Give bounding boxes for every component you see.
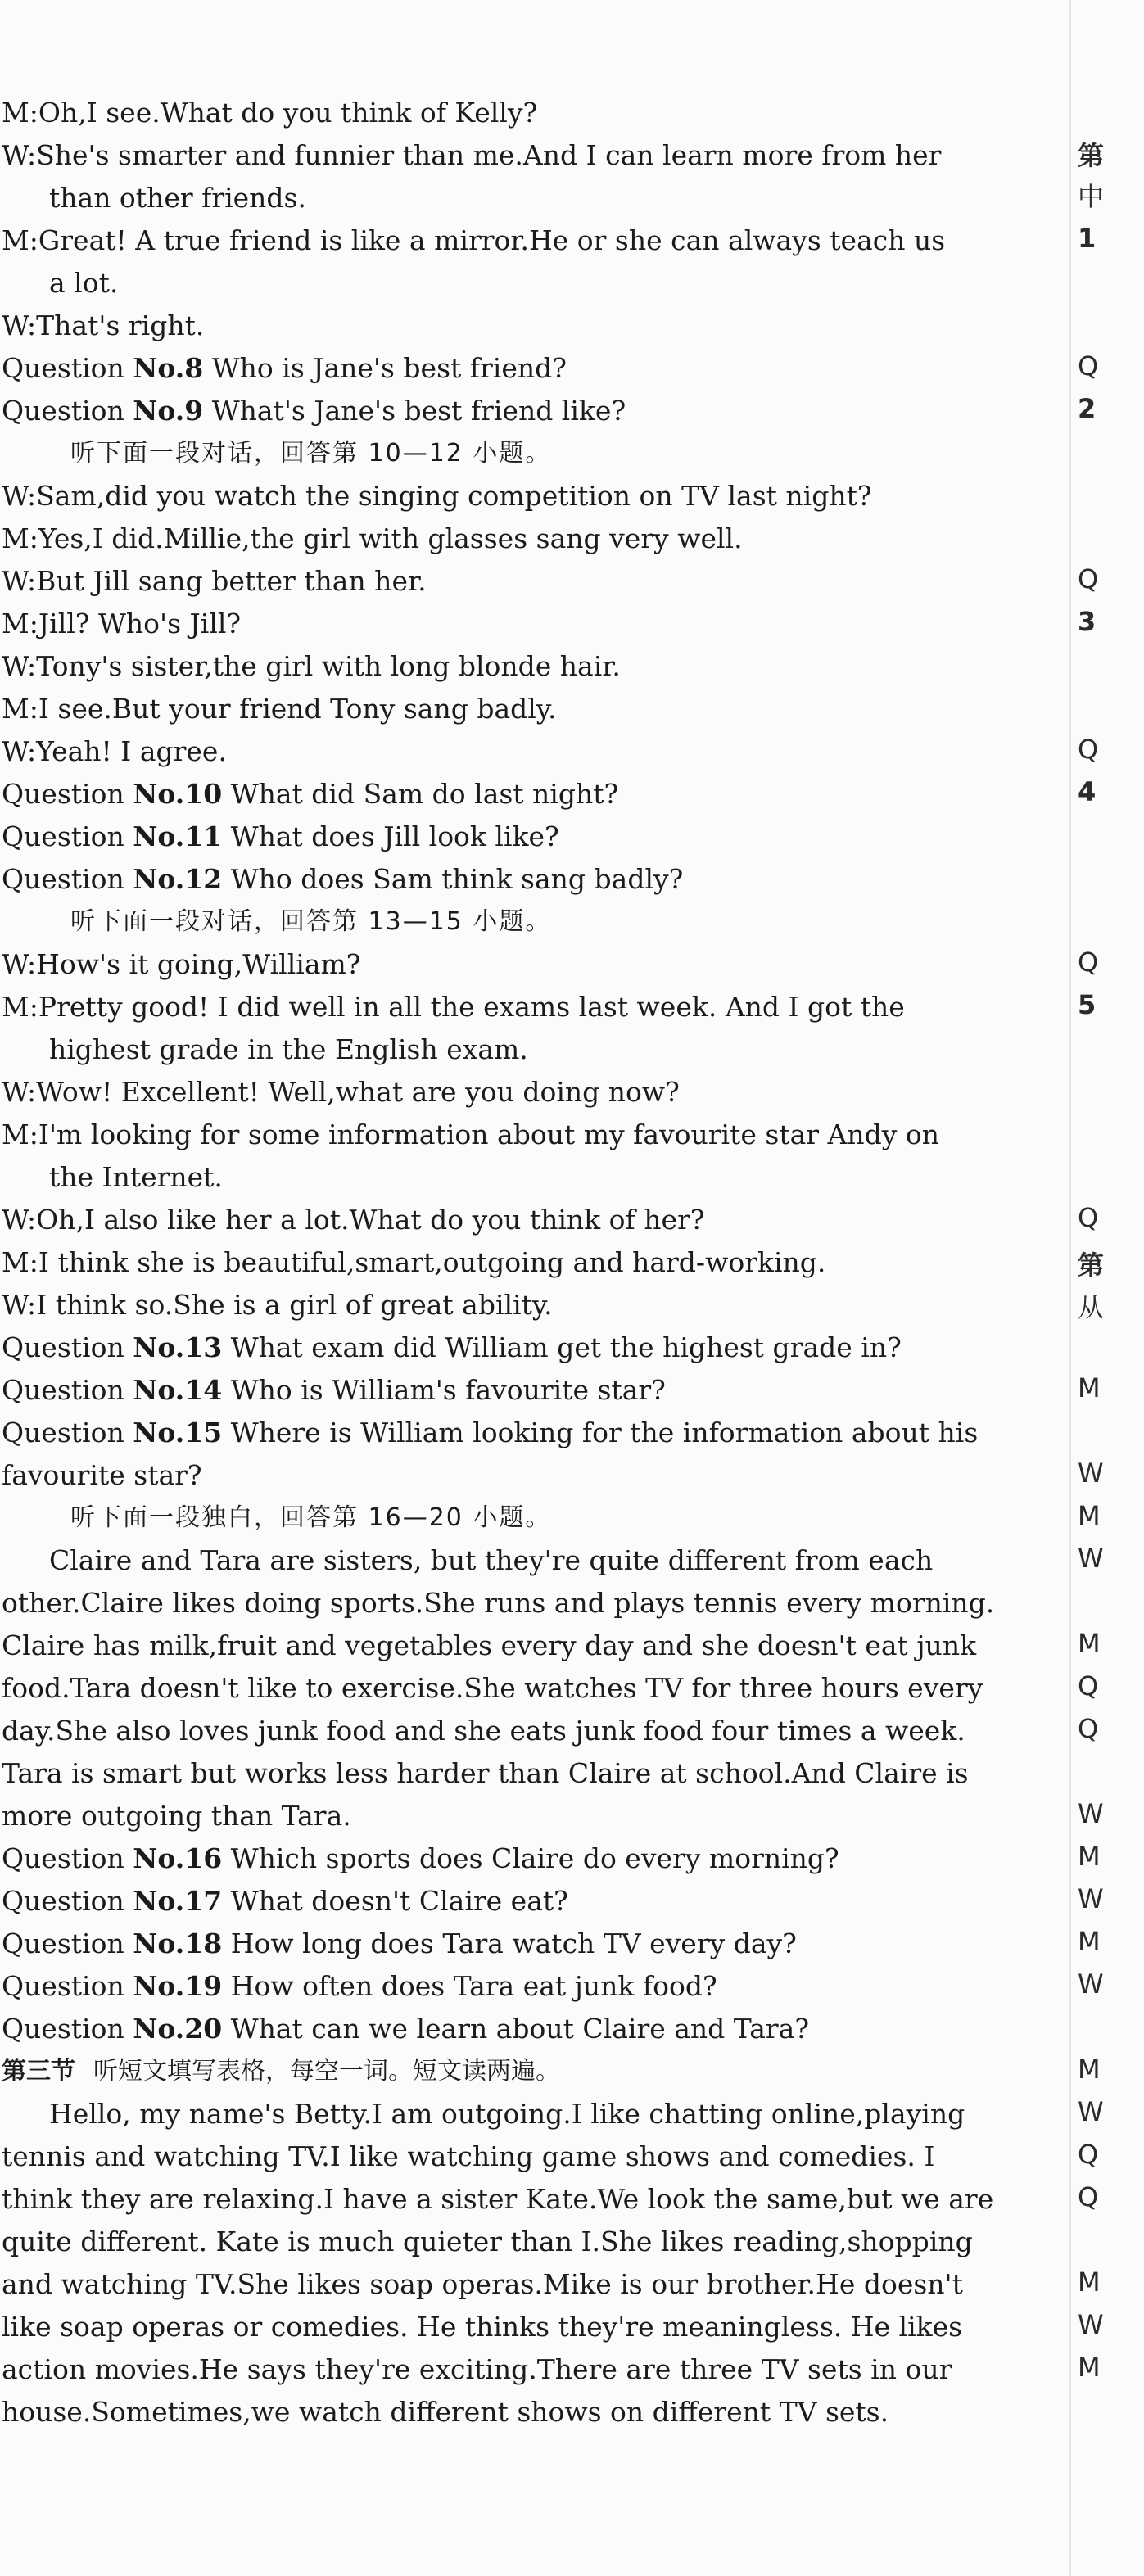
passage-line: like soap operas or comedies. He thinks they're meaningless. He likes (2, 2311, 963, 2343)
dialogue-line: a lot. (49, 267, 119, 299)
dialogue-line: M:I'm looking for some information about my favourite star Andy on (2, 1119, 939, 1150)
section-instruction: 听短文填写表格，每空一词。短文读两遍。 (93, 2057, 560, 2086)
column-fragment-char: W (1078, 1798, 1104, 1829)
column-fragment-char: W (1078, 1968, 1104, 2000)
column-fragment-char: 2 (1078, 393, 1097, 424)
paragraph-line: day.She also loves junk food and she eats junk food four times a week. (2, 1715, 965, 1747)
column-fragment-char: W (1078, 2309, 1104, 2340)
question-line: Question No.16 Which sports does Claire do every morning? (2, 1842, 839, 1874)
column-fragment-char: Q (1078, 563, 1099, 594)
passage-line: tennis and watching TV.I like watching game shows and comedies. I (2, 2140, 935, 2172)
column-fragment-char: W (1078, 1457, 1104, 1489)
dialogue-line: the Internet. (49, 1161, 223, 1193)
section-instruction: 听下面一段对话，回答第 10—12 小题。 (70, 439, 552, 468)
dialogue-line: W:How's it going,William? (2, 948, 361, 980)
column-fragment-char: W (1078, 1883, 1104, 1914)
column-fragment-char: 5 (1078, 989, 1097, 1020)
dialogue-line: W:I think so.She is a girl of great ability. (2, 1289, 553, 1321)
column-fragment-char: Q (1078, 947, 1099, 978)
paragraph-line: Claire and Tara are sisters, but they're quite different from each (49, 1544, 934, 1576)
dialogue-line: W:Wow! Excellent! Well,what are you doing now? (2, 1076, 680, 1108)
paragraph-line: Claire has milk,fruit and vegetables every day and she doesn't eat junk (2, 1629, 977, 1661)
dialogue-line: W:She's smarter and funnier than me.And I can learn more from her (2, 139, 942, 171)
dialogue-line: W:But Jill sang better than her. (2, 565, 427, 597)
column-fragment-char: M (1078, 1372, 1101, 1403)
column-fragment-char: 从 (1078, 1292, 1105, 1323)
passage-line: action movies.He says they're exciting.There are three TV sets in our (2, 2353, 952, 2385)
column-fragment-char: Q (1078, 350, 1099, 382)
column-fragment-char: 第 (1078, 140, 1105, 171)
column-fragment-char: 第 (1078, 1250, 1105, 1281)
column-fragment-char: 中 (1078, 181, 1105, 212)
section-instruction: 听下面一段独白，回答第 16—20 小题。 (70, 1503, 552, 1532)
next-column-fragment (1074, 0, 1144, 2576)
passage-line: and watching TV.She likes soap operas.Mike is our brother.He doesn't (2, 2268, 963, 2300)
column-fragment-char: W (1078, 1543, 1104, 1574)
question-line: Question No.19 How often does Tara eat junk food? (2, 1970, 717, 2002)
column-fragment-char: Q (1078, 2139, 1099, 2170)
dialogue-line: W:That's right. (2, 310, 205, 341)
column-fragment-char: Q (1078, 2181, 1099, 2212)
question-line: Question No.17 What doesn't Claire eat? (2, 1885, 568, 1917)
section-instruction: 听下面一段对话，回答第 13—15 小题。 (70, 907, 552, 936)
column-fragment-char: Q (1078, 1713, 1099, 1744)
dialogue-line: M:Yes,I did.Millie,the girl with glasses sang very well. (2, 522, 743, 554)
column-fragment-char: M (1078, 1628, 1101, 1659)
dialogue-line: than other friends. (49, 182, 306, 214)
question-line: Question No.12 Who does Sam think sang badly? (2, 863, 684, 895)
column-fragment-char: 1 (1078, 223, 1097, 254)
question-line: Question No.15 Where is William looking for the information about his (2, 1417, 979, 1448)
column-fragment-char: Q (1078, 1202, 1099, 1233)
column-fragment-char: M (1078, 1841, 1101, 1872)
question-line: Question No.14 Who is William's favourite star? (2, 1374, 666, 1406)
question-line: favourite star? (2, 1459, 202, 1491)
passage-line: house.Sometimes,we watch different shows on different TV sets. (2, 2396, 889, 2428)
dialogue-line: W:Oh,I also like her a lot.What do you think of her? (2, 1204, 705, 1236)
dialogue-line: M:Jill? Who's Jill? (2, 608, 242, 639)
dialogue-line: W:Yeah! I agree. (2, 735, 227, 767)
column-fragment-char: W (1078, 2096, 1104, 2127)
column-fragment-char: M (1078, 1926, 1101, 1957)
paragraph-line: more outgoing than Tara. (2, 1800, 351, 1832)
section-heading (2, 2050, 1071, 2093)
dialogue-line: M:I see.But your friend Tony sang badly. (2, 693, 557, 725)
paragraph-line: Tara is smart but works less harder than Claire at school.And Claire is (2, 1757, 969, 1789)
question-line: Question No.18 How long does Tara watch TV every day? (2, 1927, 797, 1959)
passage-line: quite different. Kate is much quieter than I.She likes reading,shopping (2, 2226, 973, 2257)
dialogue-line: M:Great! A true friend is like a mirror.He or she can always teach us (2, 224, 946, 256)
column-fragment-char: M (1078, 2352, 1101, 2383)
question-line: Question No.10 What did Sam do last night? (2, 778, 619, 810)
question-line: Question No.8 Who is Jane's best friend? (2, 352, 567, 384)
passage-line: think they are relaxing.I have a sister Kate.We look the same,but we are (2, 2183, 994, 2215)
question-line: Question No.9 What's Jane's best friend like? (2, 395, 626, 427)
passage-line: Hello, my name's Betty.I am outgoing.I like chatting online,playing (49, 2098, 965, 2130)
column-fragment-char: Q (1078, 1670, 1099, 1702)
column-fragment-char: M (1078, 2266, 1101, 2298)
section-number: 第三节 (2, 2057, 75, 2086)
paragraph-line: other.Claire likes doing sports.She runs and plays tennis every morning. (2, 1587, 995, 1619)
column-fragment-char: 3 (1078, 606, 1097, 637)
listening-script-column (2, 92, 1071, 2434)
question-line: Question No.20 What can we learn about Claire and Tara? (2, 2013, 810, 2045)
dialogue-line: M:Pretty good! I did well in all the exams last week. And I got the (2, 991, 905, 1023)
column-fragment-char: 4 (1078, 776, 1097, 807)
column-fragment-char: Q (1078, 734, 1099, 765)
dialogue-line: W:Sam,did you watch the singing competition on TV last night? (2, 480, 872, 512)
dialogue-line: M:Oh,I see.What do you think of Kelly? (2, 97, 538, 129)
question-line: Question No.11 What does Jill look like? (2, 820, 559, 852)
column-fragment-char: M (1078, 1500, 1101, 1531)
paragraph-line: food.Tara doesn't like to exercise.She watches TV for three hours every (2, 1672, 983, 1704)
dialogue-line: W:Tony's sister,the girl with long blonde hair. (2, 650, 621, 682)
column-fragment-char: M (1078, 2054, 1101, 2085)
question-line: Question No.13 What exam did William get the highest grade in? (2, 1331, 902, 1363)
dialogue-line: highest grade in the English exam. (49, 1033, 528, 1065)
dialogue-line: M:I think she is beautiful,smart,outgoing and hard-working. (2, 1246, 826, 1278)
